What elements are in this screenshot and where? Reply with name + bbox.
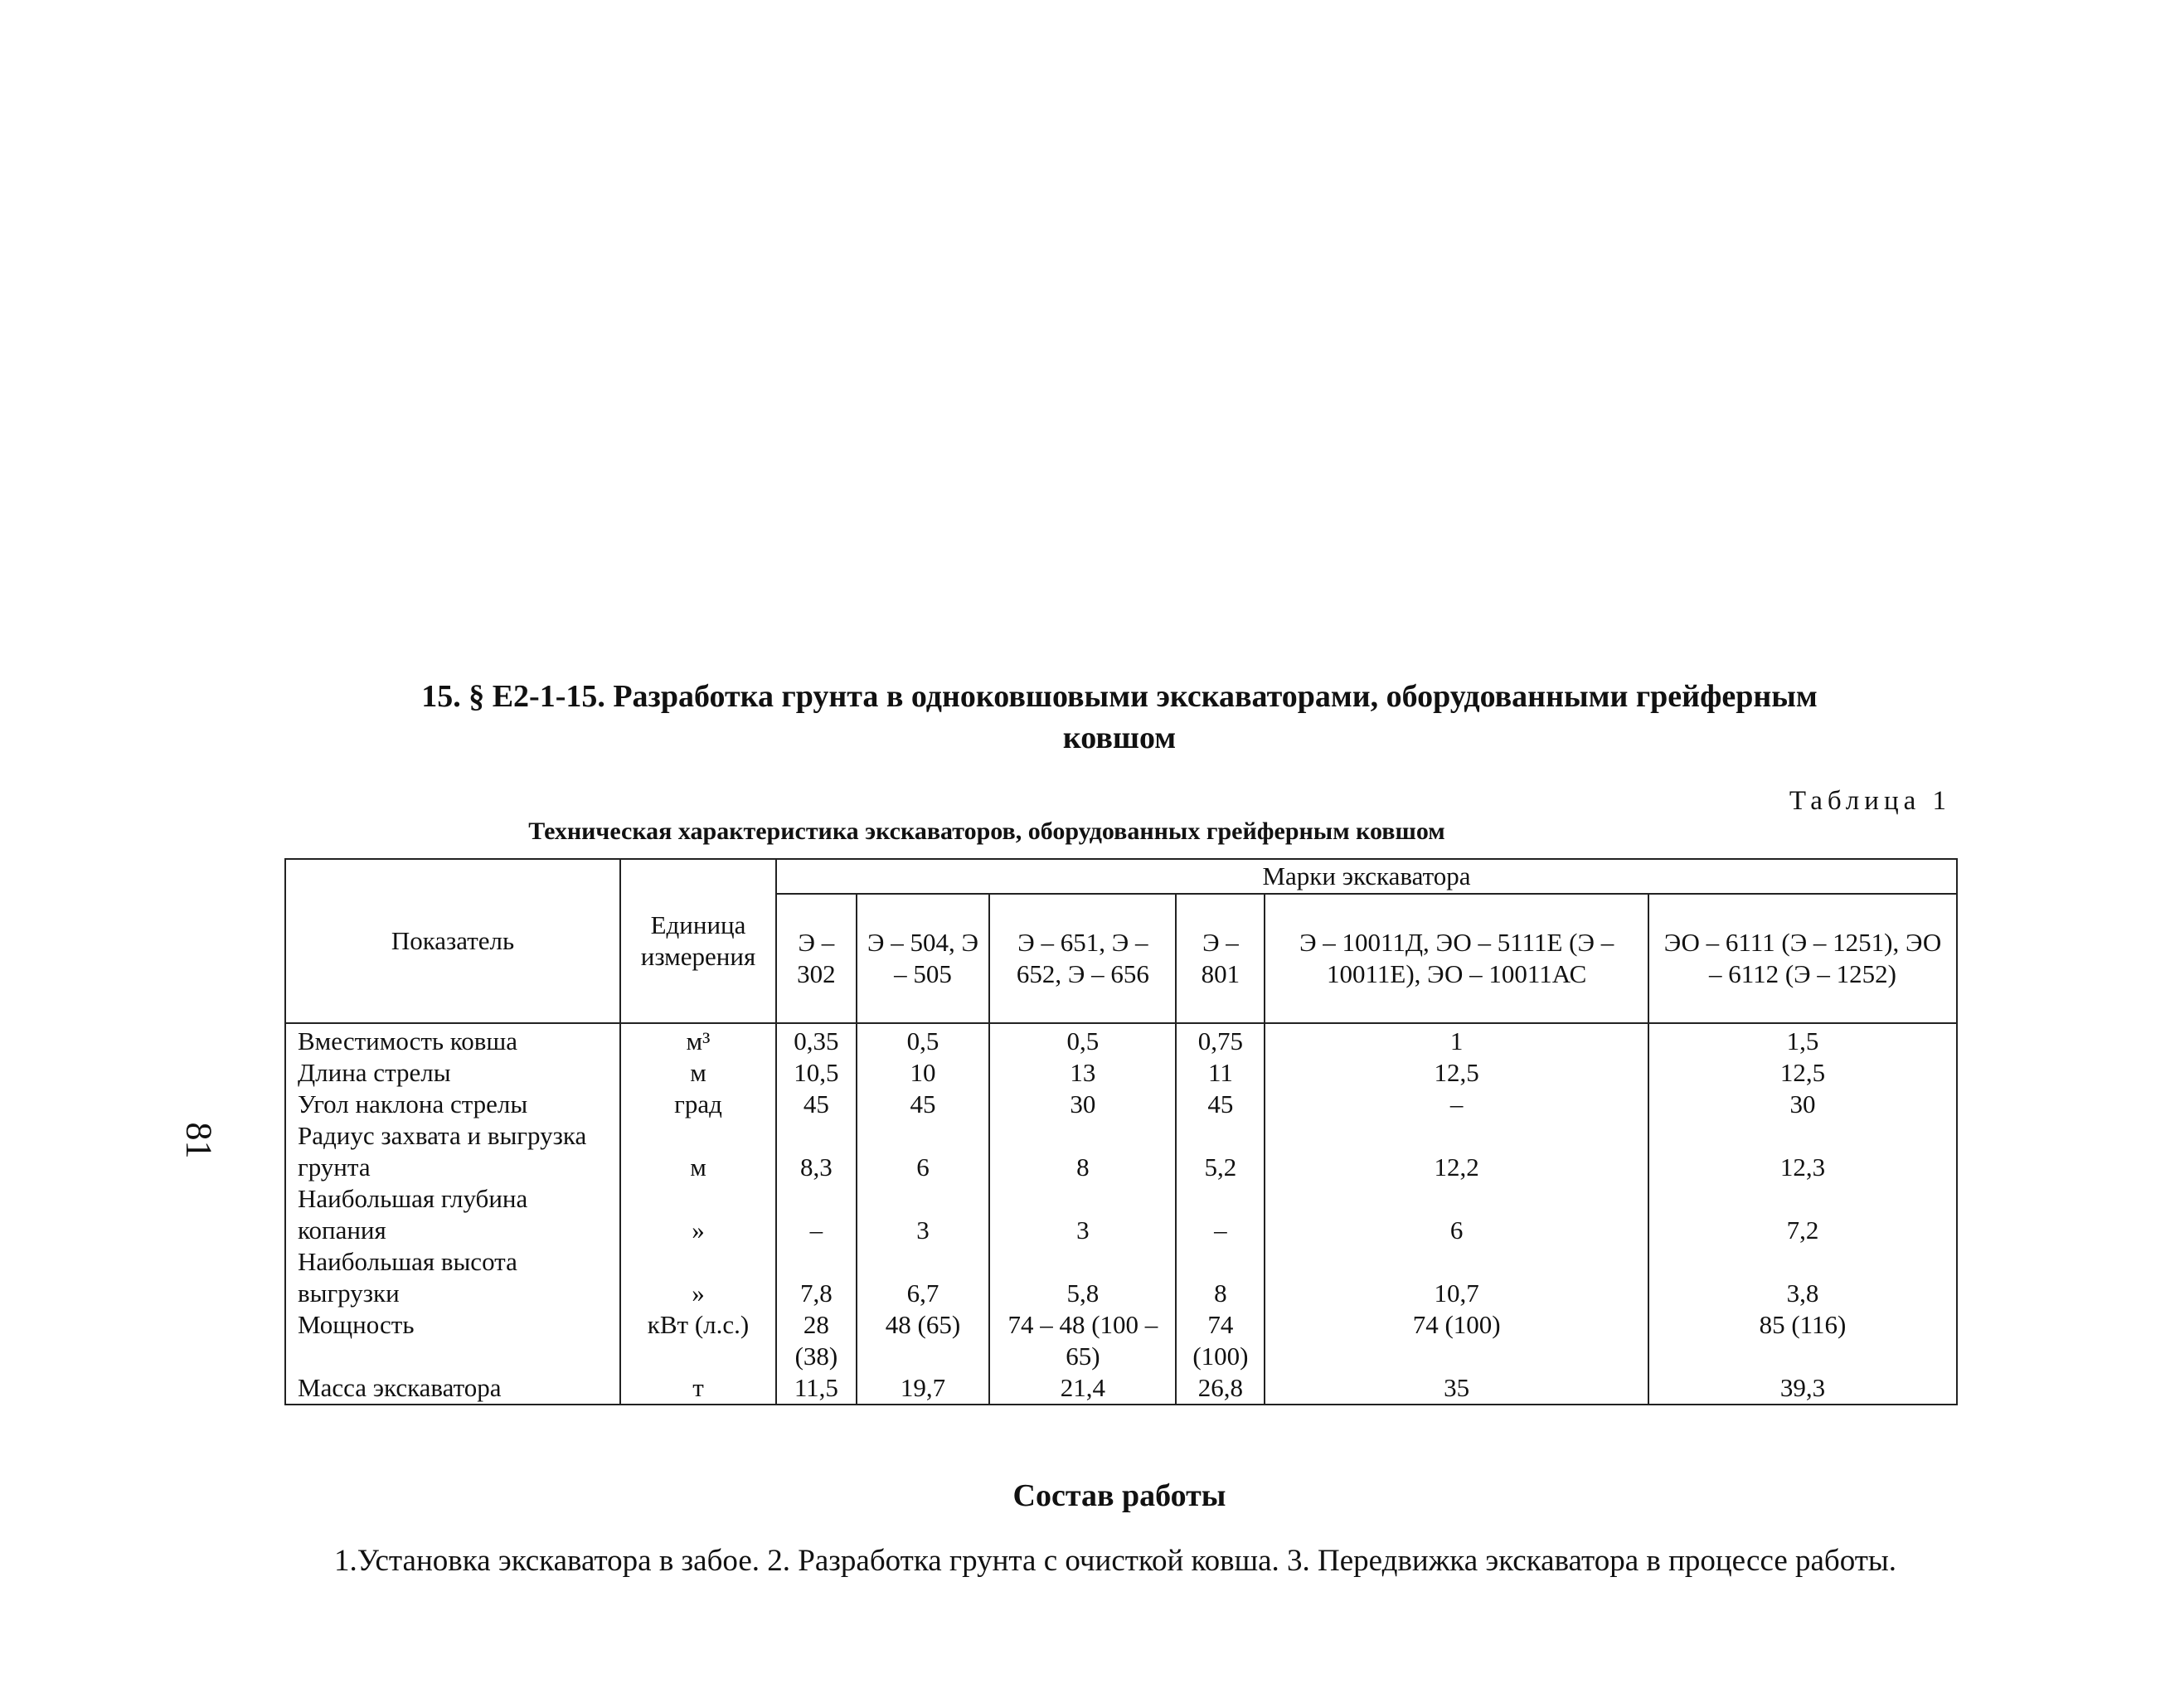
- row-unit: м³: [620, 1023, 776, 1057]
- cell-value: 12,5: [1648, 1057, 1957, 1089]
- cell-value: 19,7: [857, 1372, 989, 1405]
- cell-value: 74 – 48 (100 – 65): [989, 1309, 1176, 1372]
- row-indicator: Масса экскаватора: [285, 1372, 620, 1405]
- cell-value: 7,2: [1648, 1183, 1957, 1246]
- cell-value: 8: [989, 1120, 1176, 1183]
- row-unit: град: [620, 1089, 776, 1120]
- cell-value: –: [1265, 1089, 1648, 1120]
- table-row: [285, 1246, 1957, 1309]
- table-label: Таблица 1: [1789, 786, 1951, 816]
- cell-value: 0,5: [989, 1023, 1176, 1057]
- row-indicator: Радиус захвата и выгрузка грунта: [285, 1120, 620, 1183]
- cell-value: 7,8: [776, 1246, 857, 1309]
- row-unit: т: [620, 1372, 776, 1405]
- table-row: [285, 1023, 1957, 1057]
- cell-value: –: [1176, 1183, 1265, 1246]
- header-model: Э – 504, Э – 505: [857, 894, 989, 1023]
- cell-value: 8: [1176, 1246, 1265, 1309]
- cell-value: 10: [857, 1057, 989, 1089]
- cell-value: 74 (100): [1176, 1309, 1265, 1372]
- cell-value: 0,35: [776, 1023, 857, 1057]
- section-title: 15. § Е2-1-15. Разработка грунта в одноковшовыми экскаваторами, оборудованными грейферным ковшом: [421, 679, 1818, 755]
- cell-value: 1: [1265, 1023, 1648, 1057]
- row-indicator: Наибольшая глубина копания: [285, 1183, 620, 1246]
- row-unit: кВт (л.с.): [620, 1309, 776, 1372]
- cell-value: 30: [989, 1089, 1176, 1120]
- row-indicator: Мощность: [285, 1309, 620, 1372]
- row-indicator: Угол наклона стрелы: [285, 1089, 620, 1120]
- cell-value: 8,3: [776, 1120, 857, 1183]
- cell-value: 6: [857, 1120, 989, 1183]
- row-unit: »: [620, 1246, 776, 1309]
- row-unit: м: [620, 1057, 776, 1089]
- cell-value: 45: [1176, 1089, 1265, 1120]
- cell-value: 12,5: [1265, 1057, 1648, 1089]
- cell-value: 45: [776, 1089, 857, 1120]
- table-row: [285, 1183, 1957, 1246]
- row-indicator: Наибольшая высота выгрузки: [285, 1246, 620, 1309]
- cell-value: 10,5: [776, 1057, 857, 1089]
- cell-value: 48 (65): [857, 1309, 989, 1372]
- table-row: [285, 1120, 1957, 1183]
- cell-value: 12,2: [1265, 1120, 1648, 1183]
- cell-value: 12,3: [1648, 1120, 1957, 1183]
- cell-value: 26,8: [1176, 1372, 1265, 1405]
- table-row: [285, 1057, 1957, 1089]
- cell-value: 3: [989, 1183, 1176, 1246]
- cell-value: 35: [1265, 1372, 1648, 1405]
- row-indicator: Вместимость ковша: [285, 1023, 620, 1057]
- cell-value: 3: [857, 1183, 989, 1246]
- header-model: Э – 302: [776, 894, 857, 1023]
- header-model: ЭО – 6111 (Э – 1251), ЭО – 6112 (Э – 1252): [1648, 894, 1957, 1023]
- cell-value: 11,5: [776, 1372, 857, 1405]
- header-model: Э – 651, Э – 652, Э – 656: [989, 894, 1176, 1023]
- work-text: 1.Установка экскаватора в забое. 2. Разработка грунта с очисткой ковша. 3. Передвижка экскаватора в процессе работы.: [334, 1544, 1897, 1578]
- row-indicator: Длина стрелы: [285, 1057, 620, 1089]
- page-number: 81: [178, 1122, 220, 1159]
- row-unit: м: [620, 1120, 776, 1183]
- cell-value: 11: [1176, 1057, 1265, 1089]
- cell-value: 0,5: [857, 1023, 989, 1057]
- table-row: [285, 1089, 1957, 1120]
- row-unit: »: [620, 1183, 776, 1246]
- header-model: Э – 801: [1176, 894, 1265, 1023]
- spec-table: [284, 858, 1958, 1405]
- cell-value: 10,7: [1265, 1246, 1648, 1309]
- header-group: Марки экскаватора: [776, 859, 1957, 894]
- cell-value: 74 (100): [1265, 1309, 1648, 1372]
- table-row: [285, 1309, 1957, 1372]
- header-indicator: Показатель: [285, 859, 620, 1023]
- cell-value: 85 (116): [1648, 1309, 1957, 1372]
- cell-value: 0,75: [1176, 1023, 1265, 1057]
- cell-value: 30: [1648, 1089, 1957, 1120]
- cell-value: 21,4: [989, 1372, 1176, 1405]
- cell-value: 5,2: [1176, 1120, 1265, 1183]
- work-title: Состав работы: [1012, 1478, 1226, 1513]
- table-row: [285, 1372, 1957, 1405]
- cell-value: 5,8: [989, 1246, 1176, 1309]
- cell-value: 1,5: [1648, 1023, 1957, 1057]
- header-model: Э – 10011Д, ЭО – 5111Е (Э – 10011Е), ЭО – 10011АС: [1265, 894, 1648, 1023]
- cell-value: 39,3: [1648, 1372, 1957, 1405]
- cell-value: 28 (38): [776, 1309, 857, 1372]
- table-caption: Техническая характеристика экскаваторов, оборудованных грейферным ковшом: [528, 818, 1445, 845]
- cell-value: 13: [989, 1057, 1176, 1089]
- header-unit: Единица измерения: [620, 859, 776, 1023]
- cell-value: –: [776, 1183, 857, 1246]
- cell-value: 6: [1265, 1183, 1648, 1246]
- cell-value: 3,8: [1648, 1246, 1957, 1309]
- cell-value: 45: [857, 1089, 989, 1120]
- cell-value: 6,7: [857, 1246, 989, 1309]
